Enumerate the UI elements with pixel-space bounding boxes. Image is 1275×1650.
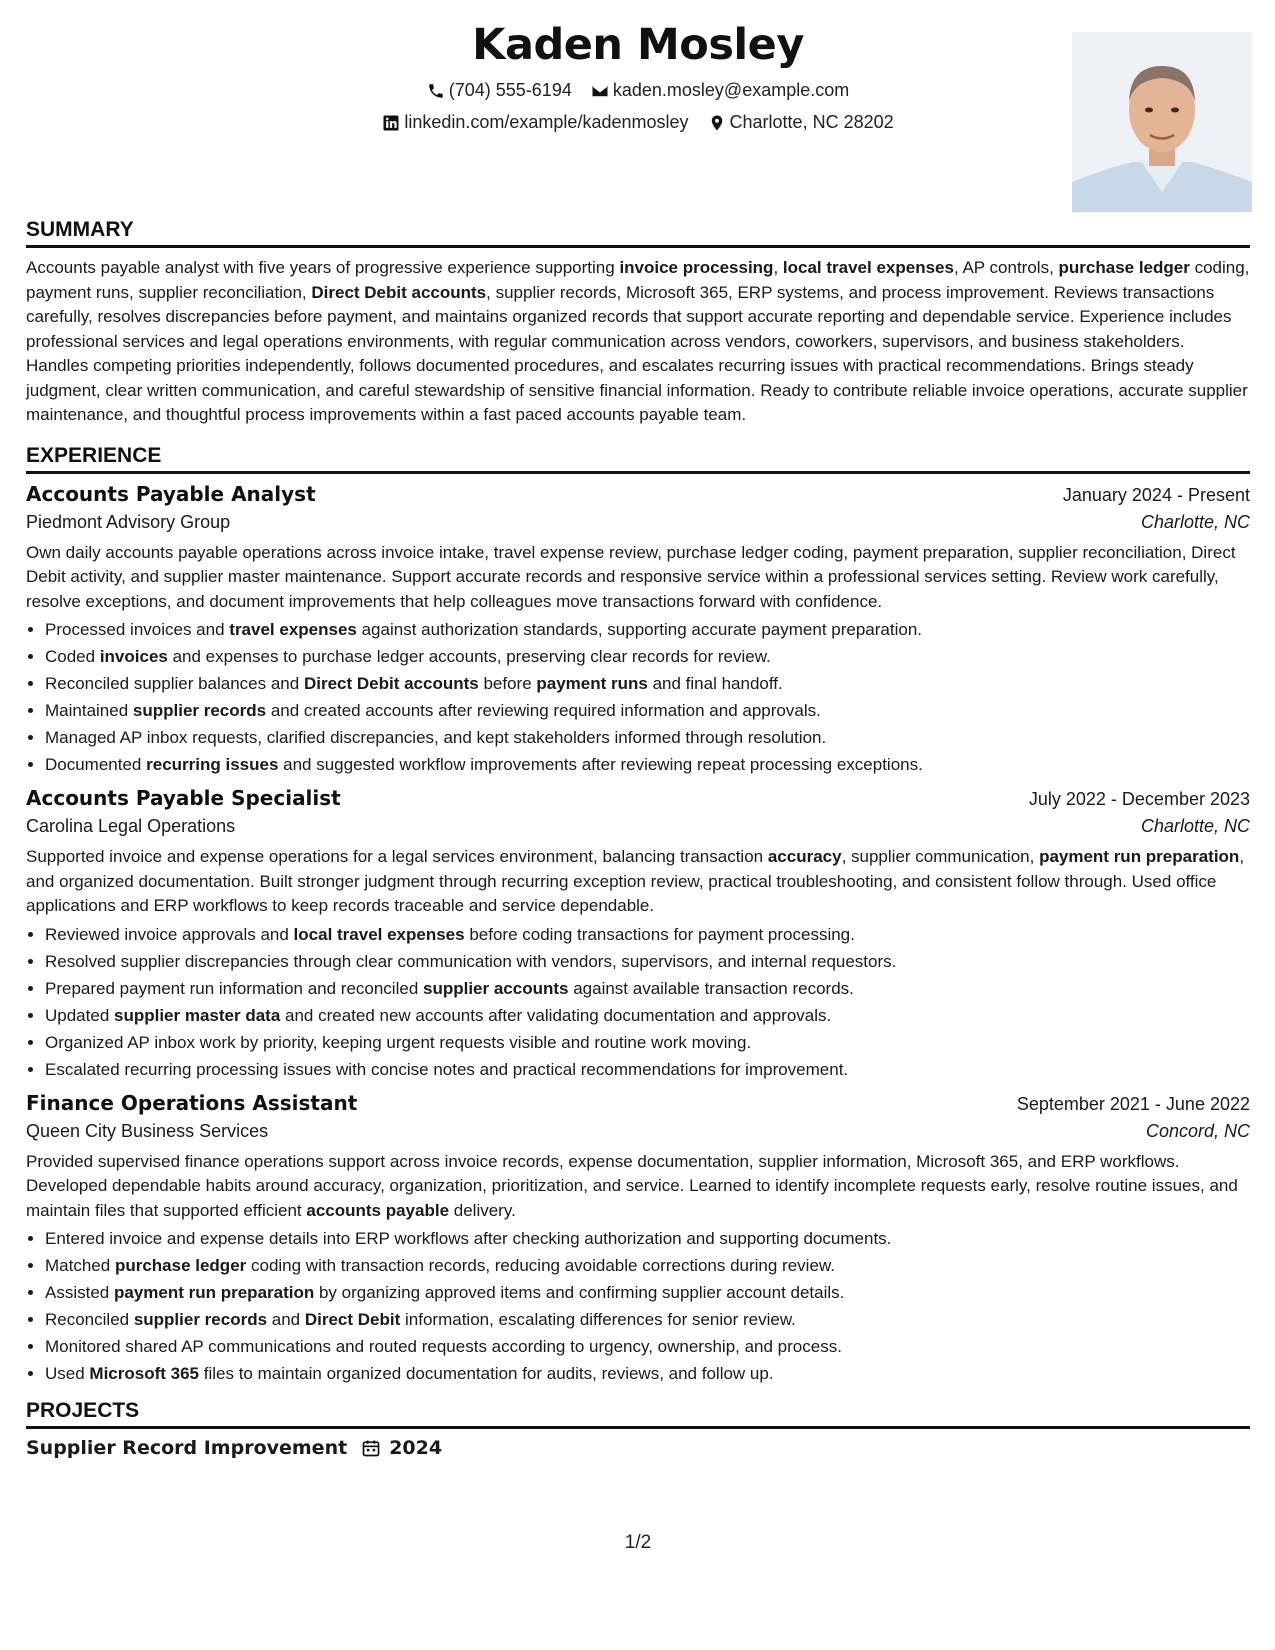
- text-run: Monitored shared AP communications and routed requests according to urgency, ownership, and process.: [45, 1337, 842, 1356]
- bold-keyword: accounts payable: [306, 1200, 450, 1220]
- linkedin-icon: [382, 114, 400, 132]
- job-location: Charlotte, NC: [1140, 816, 1250, 836]
- phone-icon: [427, 82, 445, 100]
- text-run: Matched: [45, 1256, 115, 1275]
- resume-page: [26, 0, 1250, 1650]
- job-title: Accounts Payable Analyst: [26, 481, 316, 506]
- bold-keyword: local travel expenses: [782, 258, 954, 277]
- text-run: and: [267, 1310, 305, 1329]
- bullet-item: [45, 1360, 1250, 1387]
- contact-line-1: [26, 80, 1250, 105]
- text-run: , supplier records, Microsoft 365, ERP systems, and process improvement. Reviews transactions carefully, resolves discrepancies before payment, and maintains organized records that support accurate reporting and dependable service. Experience includes professional services and legal operations environments, with regular communication across vendors, coworkers, supervisors, and business stakeholders. Handles competing priorities independently, follows documented procedures, and escalates recurring issues with practical recommendations. Brings steady judgment, clear written communication, and careful stewardship of sensitive financial information. Ready to contribute reliable invoice operations, accurate supplier maintenance, and thoughtful process improvements within a fast paced accounts payable team.: [26, 282, 1248, 424]
- calendar-icon: [361, 1438, 381, 1458]
- text-run: , supplier communication,: [841, 847, 1040, 866]
- text-run: Reconciled: [45, 1310, 134, 1329]
- resume-header: [26, 0, 1250, 218]
- bold-keyword: payment run preparation: [113, 1283, 315, 1302]
- text-run: Updated: [45, 1005, 114, 1025]
- text-run: Coded: [45, 647, 100, 666]
- bold-keyword: Microsoft 365: [89, 1364, 200, 1383]
- summary-text: [26, 256, 1250, 428]
- experience-heading: EXPERIENCE: [26, 444, 1250, 474]
- bold-keyword: Direct Debit accounts: [303, 674, 479, 693]
- text-run: Own daily accounts payable operations across invoice intake, travel expense review, purchase ledger coding, payment preparation, supplier reconciliation, Direct Debit activity, and supplier master maintenance. Support accurate records and responsive service within a professional services setting. Review work carefully, resolve exceptions, and document improvements that help colleagues move transactions forward with confidence.: [26, 542, 1236, 611]
- bullet-item: [45, 1029, 1250, 1056]
- text-run: and final handoff.: [647, 674, 783, 693]
- text-run: Provided supervised finance operations support across invoice records, expense documentation, supplier information, Microsoft 365, and ERP workflows. Developed dependable habits around accuracy, organization, prioritization, and service. Learned to identify incomplete requests early, resolve routine issues, and maintain files that supported efficient: [26, 1151, 1238, 1220]
- bold-keyword: invoice processing: [619, 258, 774, 277]
- bullet-item: [45, 921, 1250, 948]
- text-run: Used: [45, 1364, 90, 1383]
- job-organization: Carolina Legal Operations: [26, 816, 236, 836]
- bold-keyword: purchase ledger: [114, 1256, 247, 1275]
- phone-number: (704) 555-6194: [448, 80, 572, 100]
- job-bullets: [26, 1225, 1250, 1387]
- bold-keyword: payment runs: [536, 674, 648, 693]
- bullet-item: [45, 948, 1250, 975]
- text-run: against authorization standards, supporting accurate payment preparation.: [356, 620, 923, 639]
- text-run: coding, payment runs, supplier reconciliation,: [26, 258, 1250, 302]
- bullet-item: [45, 1333, 1250, 1360]
- job-org-row: [26, 810, 1250, 837]
- text-run: coding with transaction records, reducing avoidable corrections during review.: [246, 1256, 835, 1275]
- project-year: 2024: [389, 1437, 443, 1459]
- profile-photo: [1072, 32, 1252, 212]
- text-run: Accounts payable analyst with five years of progressive experience supporting: [26, 258, 620, 277]
- job-location: Charlotte, NC: [1140, 511, 1250, 532]
- job-entry: [26, 786, 1250, 1083]
- job-title: Accounts Payable Specialist: [26, 786, 341, 810]
- bold-keyword: Direct Debit accounts: [311, 282, 487, 302]
- bold-keyword: purchase ledger: [1058, 258, 1190, 277]
- job-title: Finance Operations Assistant: [26, 1090, 358, 1115]
- text-run: , AP controls,: [953, 258, 1059, 277]
- bullet-item: [45, 1056, 1250, 1083]
- bullet-item: [45, 975, 1250, 1002]
- bold-keyword: payment run preparation: [1039, 847, 1240, 866]
- text-run: by organizing approved items and confirming supplier account details.: [314, 1283, 845, 1302]
- text-run: Supported invoice and expense operations for a legal services environment, balancing transaction: [26, 847, 768, 866]
- bold-keyword: supplier records: [133, 1310, 268, 1329]
- job-dates: July 2022 - December 2023: [1028, 789, 1250, 809]
- contact-linkedin[interactable]: [382, 112, 688, 133]
- experience-list: [26, 482, 1250, 1388]
- text-run: information, escalating differences for senior review.: [400, 1310, 796, 1329]
- bullet-item: [45, 1279, 1250, 1306]
- job-organization: Queen City Business Services: [26, 1120, 269, 1141]
- contact-line-2: [26, 112, 1250, 137]
- text-run: Entered invoice and expense details into ERP workflows after checking authorization and supporting documents.: [45, 1229, 892, 1248]
- envelope-icon: [591, 82, 609, 100]
- bullet-item: [45, 1225, 1250, 1252]
- job-description: [26, 541, 1250, 615]
- text-run: and created new accounts after validating documentation and approvals.: [280, 1005, 832, 1025]
- bold-keyword: supplier accounts: [423, 978, 569, 998]
- bold-keyword: accuracy: [767, 847, 842, 866]
- project-name: Supplier Record Improvement: [26, 1437, 348, 1459]
- location-text: Charlotte, NC 28202: [729, 112, 894, 132]
- bold-keyword: local travel expenses: [293, 924, 465, 944]
- text-run: Prepared payment run information and reconciled: [45, 978, 423, 998]
- bold-keyword: travel expenses: [229, 620, 357, 639]
- text-run: and expenses to purchase ledger accounts, preserving clear records for review.: [167, 647, 771, 666]
- text-run: and suggested workflow improvements after reviewing repeat processing exceptions.: [278, 755, 923, 774]
- text-run: ,: [773, 258, 783, 277]
- contact-location: [708, 112, 894, 133]
- bullet-item: [45, 643, 1250, 670]
- text-run: Resolved supplier discrepancies through clear communication with vendors, supervisors, and internal requestors.: [45, 951, 897, 971]
- text-run: and created accounts after reviewing required information and approvals.: [266, 701, 821, 720]
- bold-keyword: supplier records: [132, 701, 267, 720]
- job-organization: Piedmont Advisory Group: [26, 511, 231, 532]
- text-run: Assisted: [45, 1283, 114, 1302]
- contact-email[interactable]: [591, 80, 849, 101]
- text-run: Maintained: [45, 701, 133, 720]
- job-dates: January 2024 - Present: [1062, 484, 1250, 505]
- text-run: , and organized documentation. Built stronger judgment through recurring exception review, practical troubleshooting, and consistent follow through. Used office applications and ERP workflows to keep records traceable and service dependable.: [26, 847, 1245, 915]
- job-description: [26, 1150, 1250, 1224]
- bullet-item: [45, 697, 1250, 724]
- bullet-item: [45, 724, 1250, 751]
- job-entry: [26, 482, 1250, 779]
- email-address: kaden.mosley@example.com: [612, 80, 850, 100]
- bullet-item: [45, 670, 1250, 697]
- text-run: before: [478, 674, 537, 693]
- projects-heading: PROJECTS: [26, 1399, 1250, 1429]
- job-bullets: [26, 616, 1250, 778]
- job-entry: [26, 1091, 1250, 1388]
- job-title-row: [26, 1091, 1250, 1115]
- text-run: Processed invoices and: [45, 620, 230, 639]
- job-title-row: [26, 786, 1250, 810]
- candidate-name: Kaden Mosley: [472, 20, 804, 70]
- job-location: Concord, NC: [1145, 1120, 1250, 1141]
- bold-keyword: supplier master data: [114, 1005, 281, 1025]
- text-run: Documented: [45, 755, 147, 774]
- bullet-item: [45, 1306, 1250, 1333]
- bullet-item: [45, 751, 1250, 778]
- summary-heading: SUMMARY: [26, 218, 1250, 248]
- bold-keyword: invoices: [99, 647, 168, 666]
- text-run: Escalated recurring processing issues with concise notes and practical recommendations for improvement.: [45, 1059, 849, 1079]
- bullet-item: [45, 616, 1250, 643]
- bullet-item: [45, 1002, 1250, 1029]
- text-run: delivery.: [449, 1200, 516, 1220]
- job-description: [26, 845, 1250, 919]
- text-run: files to maintain organized documentation for audits, reviews, and follow up.: [199, 1364, 774, 1383]
- bullet-item: [45, 1252, 1250, 1279]
- project-entry: [26, 1437, 1250, 1459]
- text-run: before coding transactions for payment processing.: [464, 924, 855, 944]
- job-bullets: [26, 921, 1250, 1083]
- page-number: 1/2: [624, 1532, 652, 1553]
- job-title-row: [26, 482, 1250, 506]
- projects-list: [26, 1437, 1250, 1459]
- text-run: Reconciled supplier balances and: [45, 674, 304, 693]
- job-dates: September 2021 - June 2022: [1016, 1093, 1250, 1114]
- bold-keyword: Direct Debit: [304, 1310, 401, 1329]
- text-run: against available transaction records.: [568, 978, 854, 998]
- job-org-row: [26, 506, 1250, 533]
- job-org-row: [26, 1115, 1250, 1142]
- text-run: Managed AP inbox requests, clarified discrepancies, and kept stakeholders informed through resolution.: [45, 728, 827, 747]
- map-pin-icon: [708, 114, 726, 132]
- contact-phone: [427, 80, 572, 101]
- text-run: Organized AP inbox work by priority, keeping urgent requests visible and routine work moving.: [45, 1032, 752, 1052]
- bold-keyword: recurring issues: [146, 755, 279, 774]
- text-run: Reviewed invoice approvals and: [45, 924, 294, 944]
- linkedin-url: linkedin.com/example/kadenmosley: [404, 112, 689, 132]
